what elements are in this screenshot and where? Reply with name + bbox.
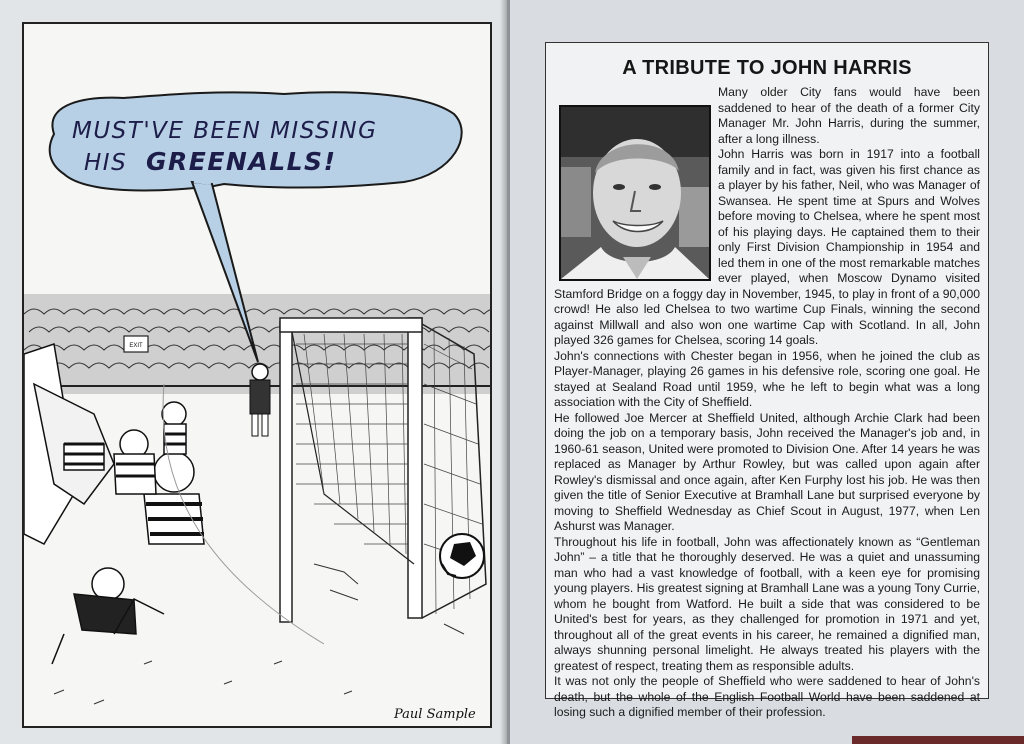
article-body — [554, 85, 980, 721]
paragraph-5: Throughout his life in football, John was affectionately known as “Gentleman John” – a title that he thoroughly deserved. He was a quiet and unassuming man who had a vast knowledge of football, with a keen eye for promising young players. His greatest signing at Bramhall Lane was a young Tony Currie, whom he bought from Watford. He built a side that was considered to be United's best for years, as they challenged for promotion in 1971 and yet, throughout all of the great events in his career, he remained a dignified man, always shunning personal limelight. He always treated his players with the greatest of respect, treating them as responsible adults. — [554, 534, 980, 673]
cartoon-panel — [22, 22, 492, 728]
right-page — [510, 0, 1024, 744]
speech-line-2-prefix: HIS — [84, 150, 128, 176]
paragraph-6: It was not only the people of Sheffield who were saddened to hear of John's death, but the whole of the English Football World have been saddened at losing such a dignified member of their profession. — [554, 674, 980, 719]
paragraph-4: He followed Joe Mercer at Sheffield United, although Archie Clark had been doing the job on a temporary basis, John received the Manager's job and, in 1960-61 season, United were promoted to Division One. After 14 years he was replaced as Manager by Arthur Rowley, but was called upon again after Rowley's dismissal and once again, after Ken Furphy lost his job. He was then given the title of Senior Executive at Bramhall Lane but surprised everyone by moving to Sheffield Wednesday as Chief Scout in August, 1977, when Len Ashurst was Manager. — [554, 410, 980, 533]
exit-sign-text: EXIT — [129, 343, 143, 349]
speech-line-1: MUST'VE BEEN MISSING — [72, 118, 378, 144]
goalkeeper-figure — [250, 364, 270, 436]
paragraph-1: Many older City fans would have been saddened to hear of the death of a former City Manager Mr. John Harris, during the summer, after a long illness. — [718, 85, 980, 146]
article-title: A TRIBUTE TO JOHN HARRIS — [622, 57, 912, 79]
article-box — [545, 42, 989, 719]
paragraph-2: John Harris was born in 1917 into a football family and in fact, was given his first chance as a player by his father, Neil, who was Manager of Swansea. He spent time at Spurs and Wolves before moving to Chelsea, where he spent most of his playing days. He captained them to their only First Division Championship in 1954 and led them in one of the most remarkable matches ever played, when Moscow Dynamo visited Stamford Bridge on a foggy day in November, 1945, to play in front of a 90,000 crowd! He also led Chelsea to two wartime Cup Finals, winning the second against Millwall and also won one wartime Cap with Scotland. In all, John played 326 games for Chelsea, scoring 14 goals. — [554, 147, 980, 347]
left-page — [0, 0, 507, 744]
speech-line-2-emph: GREENALLS! — [146, 147, 337, 176]
cartoon-illustration — [24, 24, 490, 726]
paragraph-3: John's connections with Chester began in 1956, when he joined the club as Player-Manager, playing 26 games in his defensive role, scoring one goal. He stayed at Sealand Road until 1959, whe he left to begin what was a long association with the City of Sheffield. — [554, 348, 980, 409]
bottom-edge-strip — [852, 736, 1024, 744]
artist-signature: Paul Sample — [394, 707, 476, 722]
